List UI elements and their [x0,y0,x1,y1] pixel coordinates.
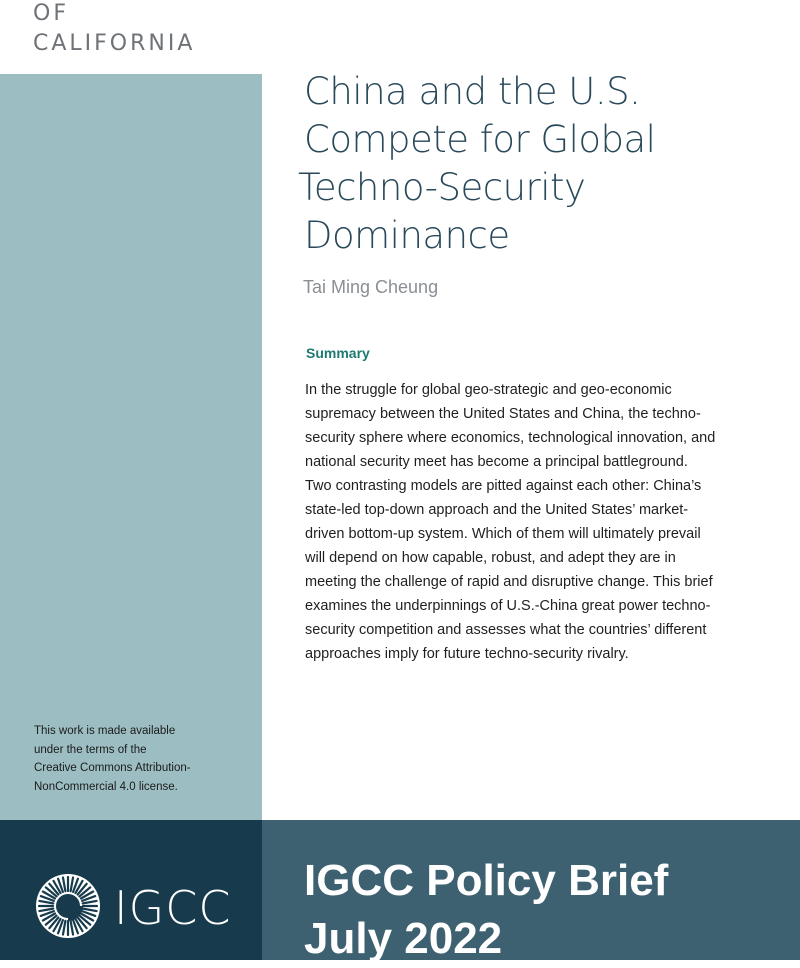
author-name: Tai Ming Cheung [303,277,439,297]
summary-heading: Summary [306,345,370,361]
license-line: Creative Commons Attribution- [34,762,191,774]
brief-line: IGCC Policy Brief [304,856,669,905]
document-title [298,68,784,260]
university-name-line: CALIFORNIA [33,31,196,56]
summary-line: In the struggle for global geo-strategic and geo-economic [305,382,672,398]
summary-line: Two contrasting models are pitted against each other: China’s [305,478,702,494]
license-line: This work is made available [34,725,176,737]
university-name-line: OF [33,1,69,26]
title-line: Compete for Global [304,118,656,161]
igcc-logo-text: IGCC [114,881,232,935]
license-line: NonCommercial 4.0 license. [34,780,178,793]
summary-line: meeting the challenge of rapid and disruptive change. This brief [305,574,713,590]
summary-line: will depend on how capable, robust, and adept they are in [305,550,676,566]
summary-text [305,378,775,666]
summary-line: state-led top-down approach and the United States’ market- [305,502,689,518]
summary-line: driven bottom-up system. Which of them will ultimately prevail [305,526,701,542]
sidebar-panel [0,74,262,820]
summary-line: security competition and assesses what the countries’ different [305,622,707,638]
summary-line: approaches imply for future techno-security rivalry. [305,646,629,662]
license-line: under the terms of the [34,743,147,756]
title-line: China and the U.S. [304,70,641,113]
summary-line: supremacy between the United States and China, the techno- [305,406,701,422]
summary-line: security sphere where economics, technological innovation, and [305,430,716,446]
policy-brief-title [304,852,668,968]
brief-line: July 2022 [304,914,503,963]
license-notice [34,722,234,796]
title-line: Dominance [304,214,510,257]
summary-line: national security meet has become a principal battleground. [305,454,688,470]
title-line: Techno-Security [298,166,586,209]
igcc-sunburst-icon [34,872,102,940]
summary-line: examines the underpinnings of U.S.-China great power techno- [305,598,711,614]
